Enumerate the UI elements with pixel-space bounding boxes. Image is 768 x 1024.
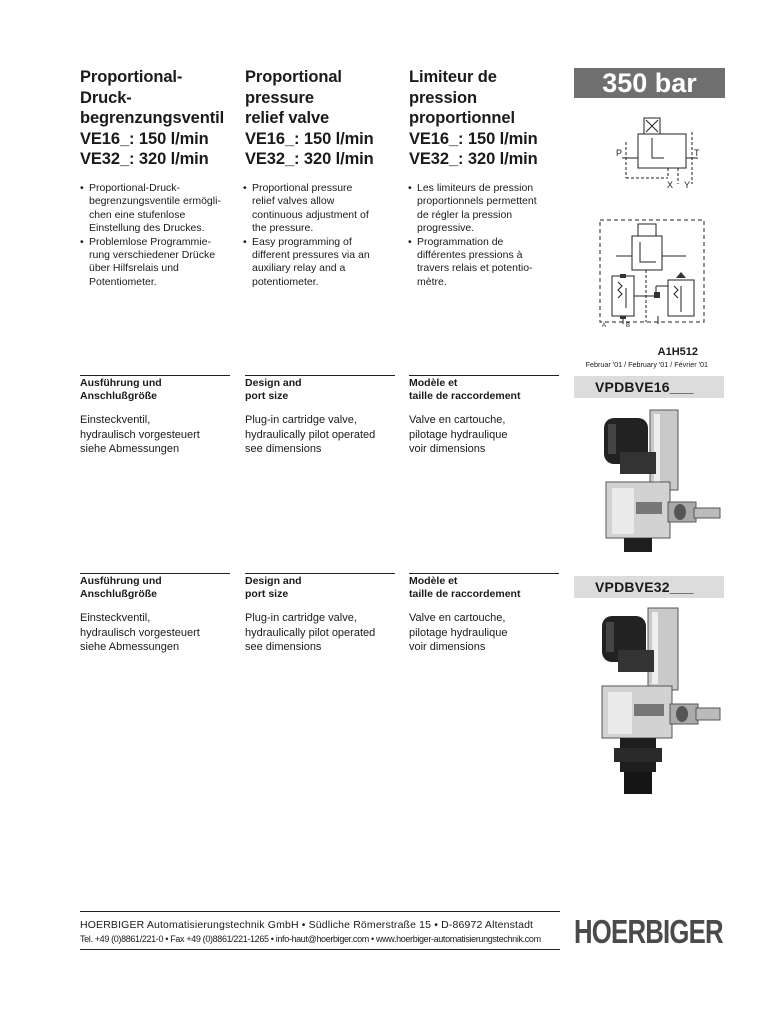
- section-heading: Ausführung und Anschlußgröße: [80, 573, 230, 601]
- feature-item: • Programmation de différentes pressions à travers relais et potentio- mètre.: [408, 236, 568, 290]
- feature-item: • Problemlose Programmie- rung verschiedener Drücke über Hilfsrelais und Potentiometer.: [80, 236, 240, 290]
- hydraulic-schematic: [596, 216, 708, 328]
- port-p-label: P: [616, 148, 623, 158]
- section-description: Valve en cartouche, pilotage hydraulique voir dimensions: [409, 612, 508, 654]
- document-date: Februar '01 / February '01 / Février '01: [585, 360, 708, 369]
- section-heading: Modèle et taille de raccordement: [409, 375, 559, 403]
- features-german: [80, 182, 240, 289]
- features-french: [408, 182, 568, 289]
- feature-item: • Proportional pressure relief valves allow continuous adjustment of the pressure.: [243, 182, 403, 236]
- hoerbiger-logo: HOERBIGER: [574, 913, 723, 950]
- title-french: Limiteur de pression proportionnel VE16_: 150 l/min VE32_: 320 l/min: [409, 68, 538, 168]
- port-a-label: A: [602, 323, 607, 328]
- section-heading: Design and port size: [245, 375, 395, 403]
- port-b-label: B: [626, 323, 631, 328]
- title-german: Proportional- Druck- begrenzungsventil VE16_: 150 l/min VE32_: 320 l/min: [80, 68, 225, 168]
- feature-item: • Les limiteurs de pression proportionnels permettent de régler la pression progressive.: [408, 182, 568, 236]
- hydraulic-symbol: [612, 112, 708, 192]
- footer-divider: [80, 949, 560, 950]
- valve-photo-ve32: [594, 604, 728, 800]
- section-description: Valve en cartouche, pilotage hydraulique voir dimensions: [409, 414, 508, 456]
- feature-item: • Proportional-Druck- begrenzungsventile ermögli- chen eine stufenlose Einstellung des Druckes.: [80, 182, 240, 236]
- footer-divider: [80, 911, 560, 912]
- title-english: Proportional pressure relief valve VE16_: 150 l/min VE32_: 320 l/min: [245, 68, 374, 168]
- valve-photo-ve16: [594, 406, 728, 554]
- model-code-box: VPDBVE16___: [574, 376, 724, 398]
- footer-address: HOERBIGER Automatisierungstechnik GmbH • Südliche Römerstraße 15 • D-86972 Altenstadt: [80, 919, 534, 931]
- section-description: Plug-in cartridge valve, hydraulically pilot operated see dimensions: [245, 612, 376, 654]
- section-description: Einsteckventil, hydraulisch vorgesteuert siehe Abmessungen: [80, 414, 200, 456]
- port-t-label: T: [694, 148, 700, 158]
- footer-contact: Tel. +49 (0)8861/221-0 • Fax +49 (0)8861/221-1265 • info-haut@hoerbiger.com • www.hoerbiger-automatisierungstechnik.com: [80, 934, 541, 944]
- section-heading: Ausführung und Anschlußgröße: [80, 375, 230, 403]
- model-code-box: VPDBVE32___: [574, 576, 724, 598]
- port-y-label: Y: [684, 180, 691, 190]
- feature-item: • Easy programming of different pressures via an auxiliary relay and a potentiometer.: [243, 236, 403, 290]
- section-heading: Design and port size: [245, 573, 395, 601]
- section-heading: Modèle et taille de raccordement: [409, 573, 559, 601]
- section-description: Plug-in cartridge valve, hydraulically pilot operated see dimensions: [245, 414, 376, 456]
- pressure-badge: 350 bar: [574, 68, 725, 98]
- document-code: A1H512: [657, 346, 698, 358]
- features-english: [243, 182, 403, 289]
- port-x-label: X: [667, 180, 674, 190]
- section-description: Einsteckventil, hydraulisch vorgesteuert siehe Abmessungen: [80, 612, 200, 654]
